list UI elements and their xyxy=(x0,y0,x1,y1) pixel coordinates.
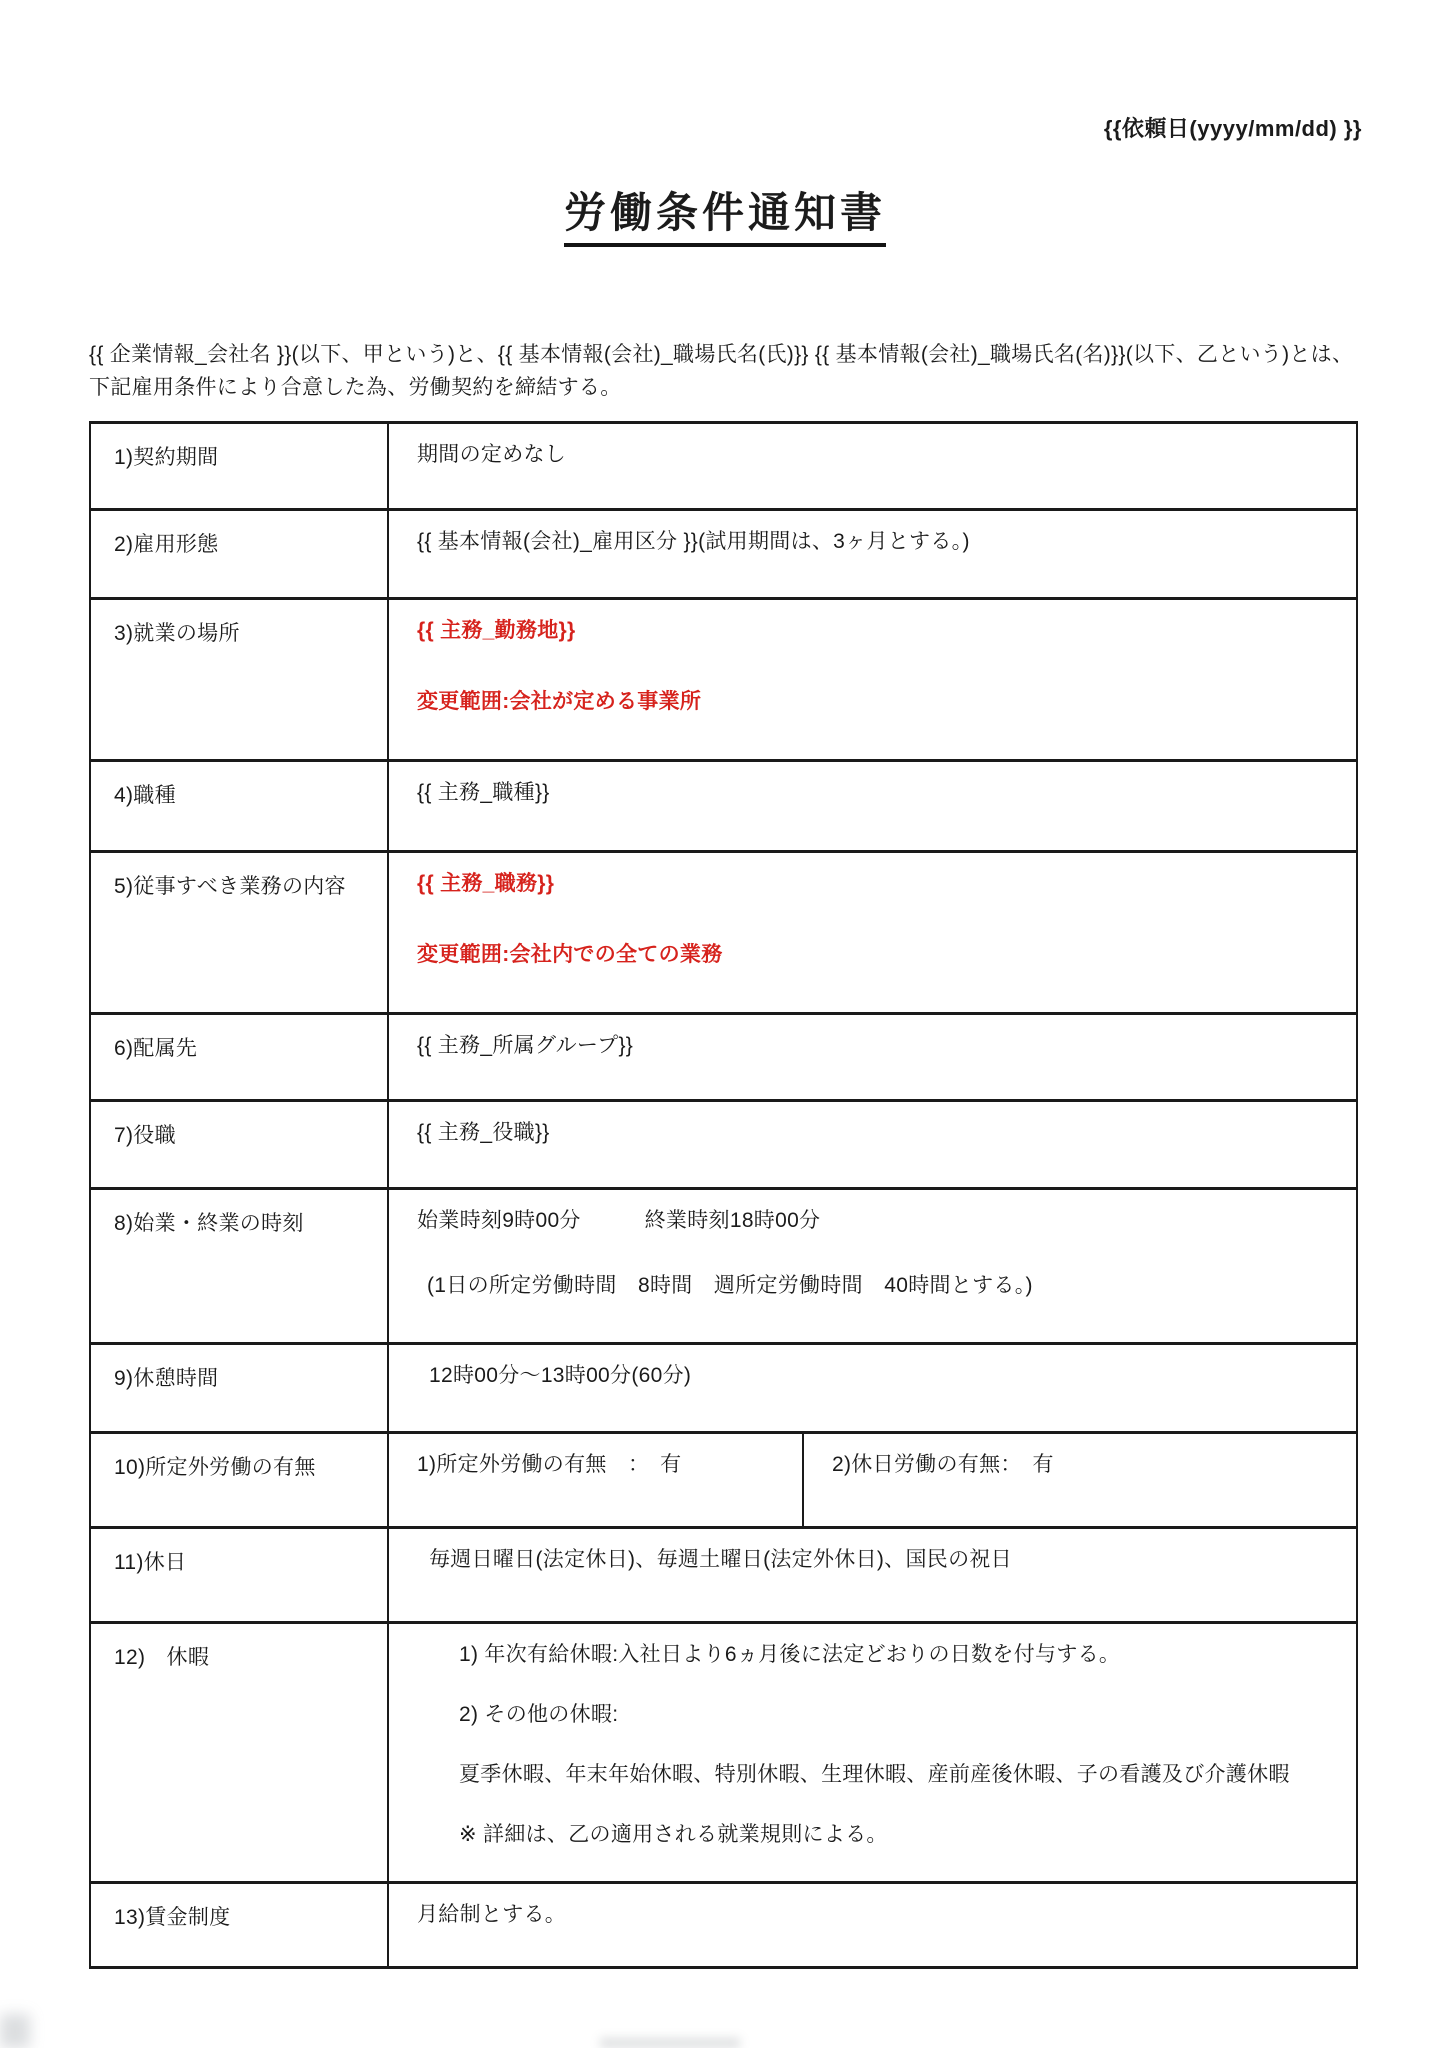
row-10-cell-1 xyxy=(389,1434,802,1526)
table-row-13 xyxy=(91,1884,1356,1966)
request-date-placeholder: {{依頼日(yyyy/mm/dd) }} xyxy=(1103,116,1362,141)
cell-text: 12時00分〜13時00分(60分) xyxy=(429,1364,692,1387)
row-4-label: 4)職種 xyxy=(91,762,389,850)
row-4-cell-1 xyxy=(389,762,1356,850)
row-6-label: 6)配属先 xyxy=(91,1015,389,1099)
conditions-table xyxy=(89,421,1358,1969)
cell-text: {{ 主務_職種}} xyxy=(417,781,550,804)
table-row-6 xyxy=(91,1015,1356,1102)
table-row-10 xyxy=(91,1434,1356,1529)
table-row-2 xyxy=(91,511,1356,600)
table-row-9 xyxy=(91,1345,1356,1434)
row-5-cell-1 xyxy=(389,853,1356,1012)
table-row-7 xyxy=(91,1102,1356,1190)
cell-text: 月給制とする。 xyxy=(417,1903,567,1926)
cell-text: {{ 主務_役職}} xyxy=(417,1121,550,1144)
row-5-label: 5)従事すべき業務の内容 xyxy=(91,853,389,1012)
row-11-cell-1 xyxy=(389,1529,1356,1621)
row-3-label: 3)就業の場所 xyxy=(91,600,389,759)
row-8-label: 8)始業・終業の時刻 xyxy=(91,1190,389,1342)
row-3-cell-1 xyxy=(389,600,1356,759)
row-12-cell-1 xyxy=(389,1624,1356,1881)
row-13-cell-1 xyxy=(389,1884,1356,1966)
placeholder-red-text: 変更範囲:会社が定める事業所 xyxy=(417,690,702,713)
scan-artifact xyxy=(0,2014,30,2048)
cell-text: 夏季休暇、年末年始休暇、特別休暇、生理休暇、産前産後休暇、子の看護及び介護休暇 xyxy=(459,1763,1290,1786)
row-7-label: 7)役職 xyxy=(91,1102,389,1187)
cell-text: 期間の定めなし xyxy=(417,443,567,466)
cell-text: ※ 詳細は、乙の適用される就業規則による。 xyxy=(459,1823,888,1846)
row-13-label: 13)賃金制度 xyxy=(91,1884,389,1966)
cell-text: 毎週日曜日(法定休日)、毎週土曜日(法定外休日)、国民の祝日 xyxy=(429,1548,1012,1571)
row-8-cell-1 xyxy=(389,1190,1356,1342)
intro-line-2: 下記雇用条件により合意した為、労働契約を締結する。 xyxy=(89,376,622,399)
row-2-cell-1 xyxy=(389,511,1356,597)
row-1-cell-1 xyxy=(389,424,1356,508)
row-9-label: 9)休憩時間 xyxy=(91,1345,389,1431)
row-10-label: 10)所定外労働の有無 xyxy=(91,1434,389,1526)
placeholder-red-text: {{ 主務_職務}} xyxy=(417,872,555,895)
table-row-3 xyxy=(91,600,1356,762)
row-2-label: 2)雇用形態 xyxy=(91,511,389,597)
row-9-cell-1 xyxy=(389,1345,1356,1431)
table-row-11 xyxy=(91,1529,1356,1624)
row-10-cell-2 xyxy=(802,1434,1356,1526)
table-row-4 xyxy=(91,762,1356,853)
cell-text: 2)休日労働の有無： 有 xyxy=(832,1453,1054,1476)
table-row-8 xyxy=(91,1190,1356,1345)
table-row-5 xyxy=(91,853,1356,1015)
scan-artifact xyxy=(600,2038,740,2048)
cell-text: 1)所定外労働の有無 ： 有 xyxy=(417,1453,682,1476)
cell-text: {{ 基本情報(会社)_雇用区分 }}(試用期間は、3ヶ月とする。) xyxy=(417,530,970,553)
cell-text: 2) その他の休暇: xyxy=(459,1703,619,1726)
intro-line-1: {{ 企業情報_会社名 }}(以下、甲という)と、{{ 基本情報(会社)_職場氏名(氏)}} {{ 基本情報(会社)_職場氏名(名)}}(以下、乙という)とは、 xyxy=(89,343,1354,366)
cell-text: 1) 年次有給休暇:入社日より6ヵ月後に法定どおりの日数を付与する。 xyxy=(459,1643,1121,1666)
intro-paragraph xyxy=(89,338,1361,404)
cell-text: {{ 主務_所属グループ}} xyxy=(417,1034,634,1057)
table-row-12 xyxy=(91,1624,1356,1884)
row-7-cell-1 xyxy=(389,1102,1356,1187)
row-1-label: 1)契約期間 xyxy=(91,424,389,508)
placeholder-red-text: {{ 主務_勤務地}} xyxy=(417,619,576,642)
placeholder-red-text: 変更範囲:会社内での全ての業務 xyxy=(417,943,723,966)
row-6-cell-1 xyxy=(389,1015,1356,1099)
document-title-text: 労働条件通知書 xyxy=(564,180,886,247)
row-12-label: 12) 休暇 xyxy=(91,1624,389,1881)
row-11-label: 11)休日 xyxy=(91,1529,389,1621)
document-title xyxy=(0,180,1450,247)
cell-text: (1日の所定労働時間 8時間 週所定労働時間 40時間とする。) xyxy=(427,1274,1033,1297)
table-row-1 xyxy=(91,424,1356,511)
cell-text: 始業時刻9時00分 終業時刻18時00分 xyxy=(417,1209,821,1232)
